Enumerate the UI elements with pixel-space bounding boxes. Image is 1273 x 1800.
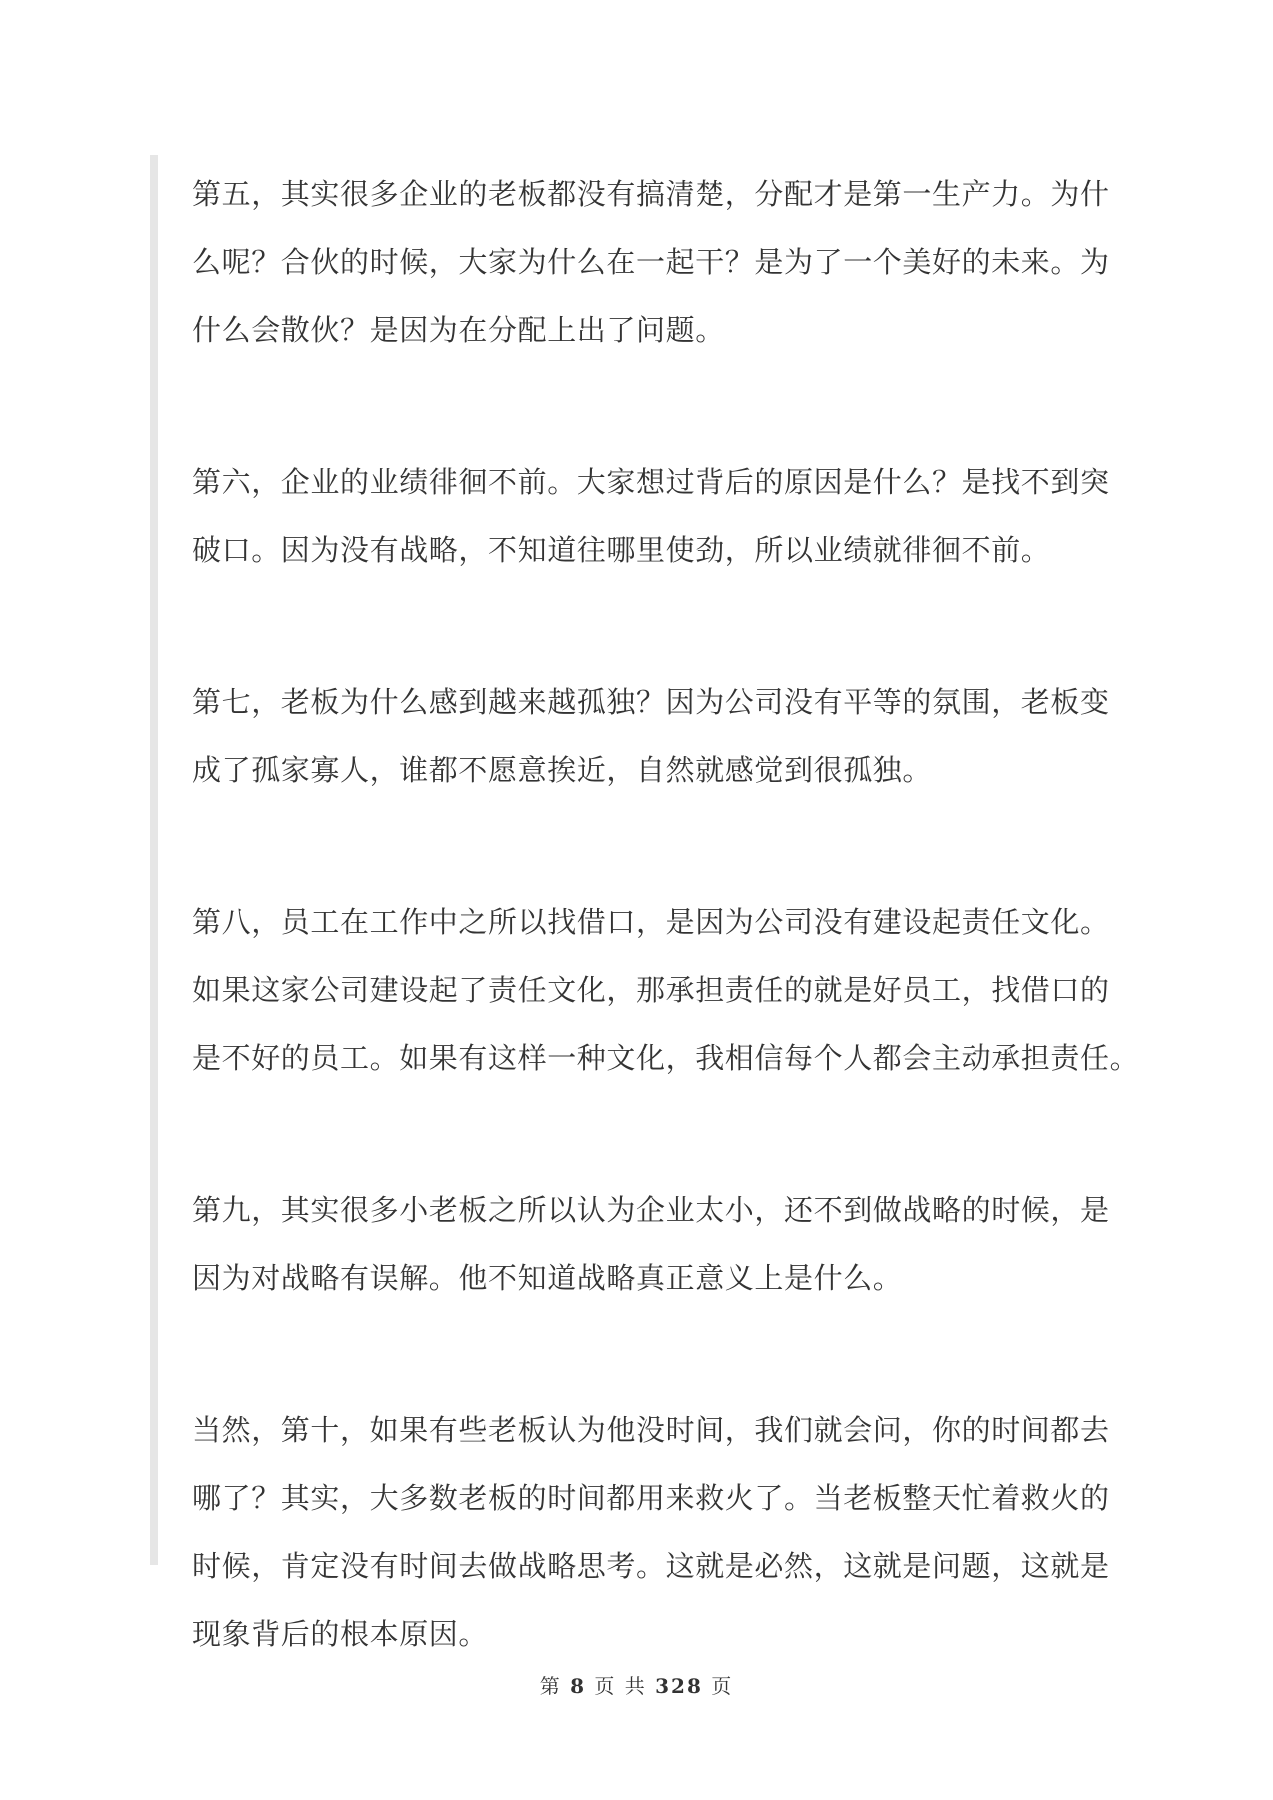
footer-middle: 页 共 (594, 1674, 647, 1698)
paragraph-5 (192, 160, 1110, 364)
text-line: 第七，老板为什么感到越来越孤独？因为公司没有平等的氛围，老板变 (192, 685, 1110, 719)
quote-bar (150, 155, 158, 1565)
page-footer (0, 1670, 1273, 1699)
text-line: 破口。因为没有战略，不知道往哪里使劲，所以业绩就徘徊不前。 (192, 533, 1051, 567)
footer-suffix: 页 (711, 1674, 734, 1698)
text-line: 哪了？其实，大多数老板的时间都用来救火了。当老板整天忙着救火的 (192, 1481, 1110, 1515)
paragraph-10 (192, 1396, 1110, 1668)
text-line: 第八，员工在工作中之所以找借口，是因为公司没有建设起责任文化。 (192, 905, 1110, 939)
text-line: 第六，企业的业绩徘徊不前。大家想过背后的原因是什么？是找不到突 (192, 465, 1110, 499)
text-line: 成了孤家寡人，谁都不愿意挨近，自然就感觉到很孤独。 (192, 753, 933, 787)
text-line: 当然，第十，如果有些老板认为他没时间，我们就会问，你的时间都去 (192, 1413, 1110, 1447)
total-pages: 328 (655, 1674, 703, 1698)
text-line: 时候，肯定没有时间去做战略思考。这就是必然，这就是问题，这就是 (192, 1549, 1110, 1583)
footer-prefix: 第 (539, 1674, 562, 1698)
text-line: 第五，其实很多企业的老板都没有搞清楚，分配才是第一生产力。为什 (192, 177, 1110, 211)
paragraph-9 (192, 1176, 1110, 1312)
text-line: 现象背后的根本原因。 (192, 1617, 489, 1651)
paragraph-7 (192, 668, 1110, 804)
page-number: 8 (570, 1674, 587, 1698)
text-line: 第九，其实很多小老板之所以认为企业太小，还不到做战略的时候，是 (192, 1193, 1110, 1227)
paragraph-8 (192, 888, 1140, 1092)
paragraph-6 (192, 448, 1110, 584)
text-line: 么呢？合伙的时候，大家为什么在一起干？是为了一个美好的未来。为 (192, 245, 1110, 279)
content-block (192, 160, 1140, 1668)
text-line: 什么会散伙？是因为在分配上出了问题。 (192, 313, 725, 347)
text-line: 因为对战略有误解。他不知道战略真正意义上是什么。 (192, 1261, 903, 1295)
text-line: 如果这家公司建设起了责任文化，那承担责任的就是好员工，找借口的 (192, 973, 1110, 1007)
text-line: 是不好的员工。如果有这样一种文化，我相信每个人都会主动承担责任。 (192, 1041, 1140, 1075)
